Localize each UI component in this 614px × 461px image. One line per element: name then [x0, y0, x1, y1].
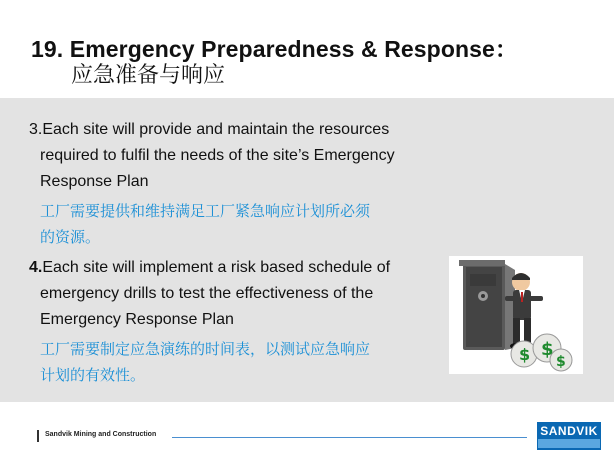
- logo-text: SANDVIK: [540, 424, 598, 438]
- footer-company: Sandvik Mining and Construction: [45, 431, 157, 438]
- item-3-text: Each site will provide and maintain the resources: [42, 121, 390, 138]
- slide-subtitle-chinese: 应急准备与响应: [71, 63, 226, 88]
- item-3-line-3: Response Plan: [40, 173, 149, 190]
- item-3-number: 3.: [29, 121, 43, 138]
- item-3-line-1: [29, 121, 389, 139]
- svg-text:$: $: [519, 345, 531, 364]
- item-3-cn-line-2: 的资源。: [40, 228, 101, 246]
- item-4-cn-line-1: 工厂需要制定应急演练的时间表，以测试应急响应: [40, 340, 371, 358]
- item-4-cn-line-2: 计划的有效性。: [40, 366, 146, 384]
- svg-text:$: $: [541, 339, 554, 360]
- item-4-number: 4.: [29, 259, 43, 276]
- footer-divider: [37, 430, 39, 442]
- sandvik-logo: [537, 422, 601, 450]
- footer-rule: [172, 437, 527, 438]
- item-4-text: Each site will implement a risk based schedule of: [42, 259, 391, 276]
- item-4-line-3: Emergency Response Plan: [40, 311, 234, 328]
- logo-stripe: [538, 439, 600, 448]
- item-4-line-1: [29, 259, 390, 277]
- item-3-line-2: required to fulfil the needs of the site’s Emergency: [40, 147, 395, 164]
- slide-title: 19. Emergency Preparedness & Response：: [31, 36, 519, 62]
- man-with-safe-and-money-bags-icon: [449, 256, 583, 374]
- svg-text:$: $: [556, 354, 566, 370]
- item-4-line-2: emergency drills to test the effectiveness of the: [40, 285, 374, 302]
- item-3-cn-line-1: 工厂需要提供和维持满足工厂紧急响应计划所必须: [40, 202, 371, 220]
